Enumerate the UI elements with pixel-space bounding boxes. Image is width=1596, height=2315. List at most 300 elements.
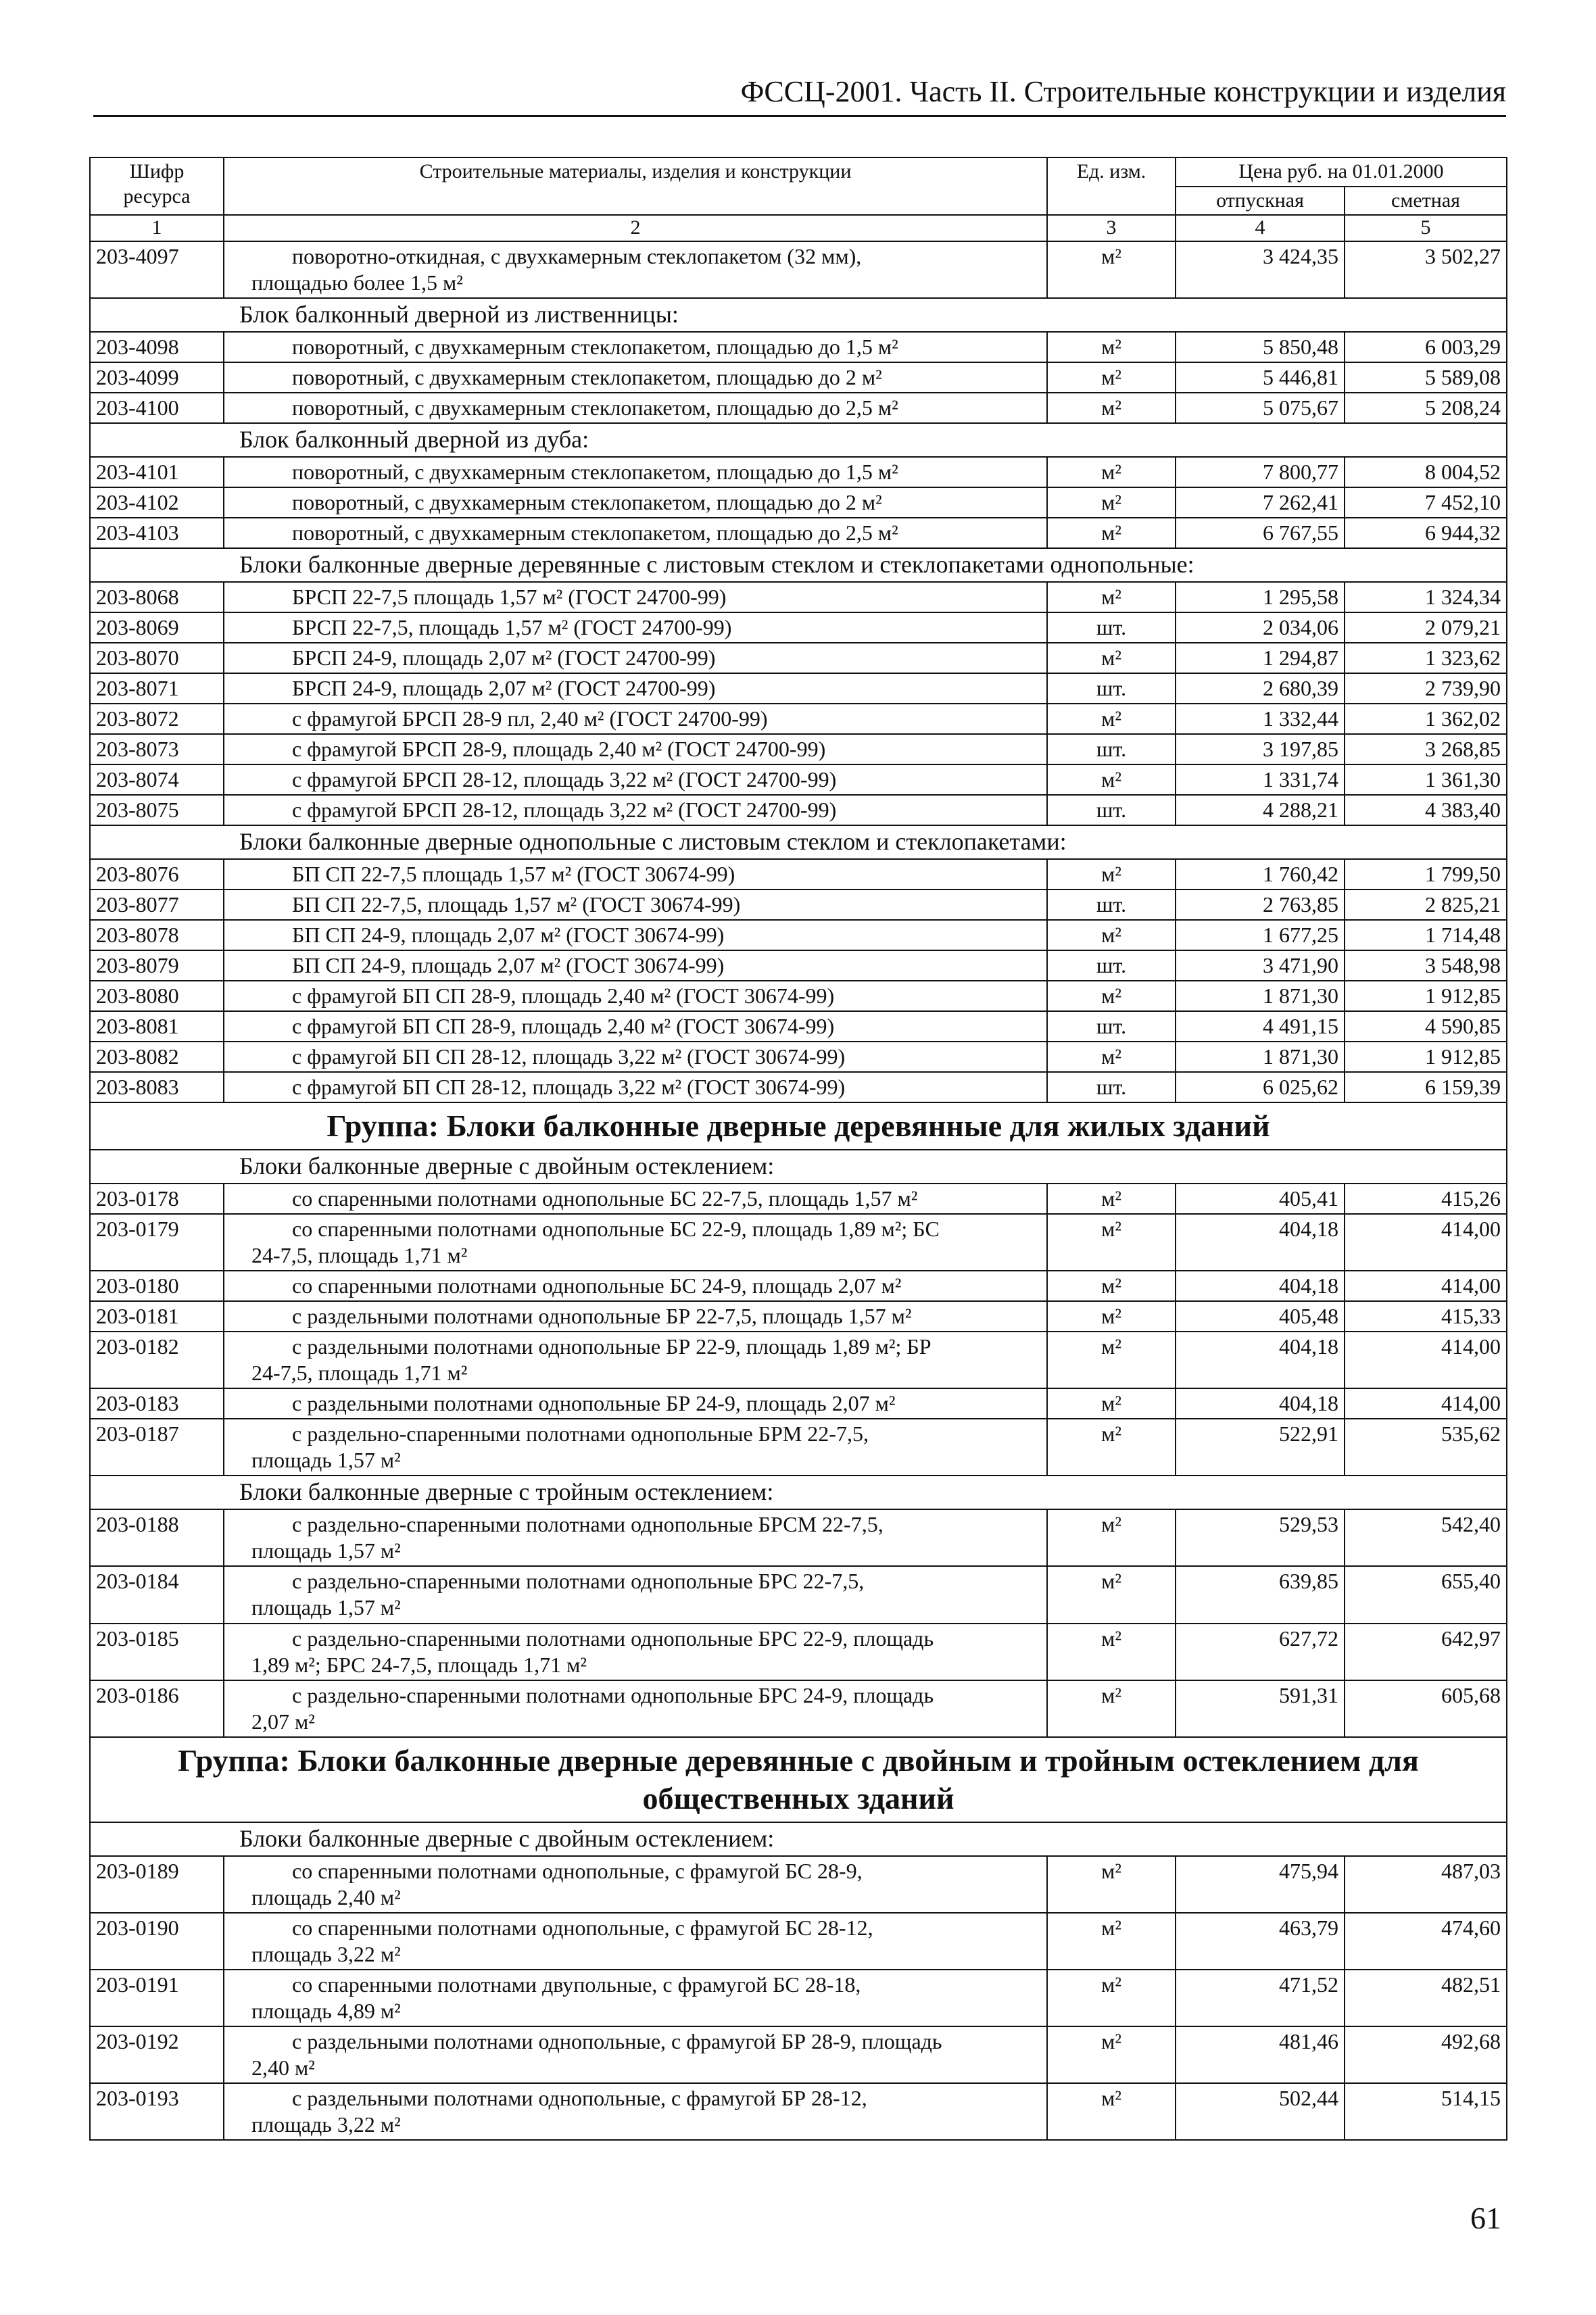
release-price: 404,18 [1176, 1271, 1345, 1301]
description-line: БРСП 24-9, площадь 2,07 м² (ГОСТ 24700-99) [292, 645, 716, 670]
resource-code: 203-0188 [90, 1509, 224, 1566]
table-body [90, 241, 1507, 2140]
release-price: 1 871,30 [1176, 1042, 1345, 1072]
release-price: 502,44 [1176, 2083, 1345, 2140]
item-description [224, 2083, 1047, 2140]
release-price: 5 075,67 [1176, 393, 1345, 423]
release-price: 3 471,90 [1176, 950, 1345, 981]
estimate-price: 1 714,48 [1345, 920, 1507, 950]
section-row [90, 298, 1507, 332]
estimate-price: 482,51 [1345, 1970, 1507, 2026]
table-row [90, 241, 1507, 298]
estimate-price: 1 361,30 [1345, 764, 1507, 795]
item-description [224, 1566, 1047, 1623]
description-line: с раздельными полотнами однопольные БР 24-9, площадь 2,07 м² [292, 1391, 896, 1416]
section-row [90, 423, 1507, 457]
section-row [90, 1822, 1507, 1856]
description-line: поворотный, с двухкамерным стеклопакетом, площадью до 2 м² [292, 489, 882, 514]
table-row [90, 1011, 1507, 1042]
unit-of-measure: м² [1047, 1624, 1176, 1680]
section-heading: Блоки балконные дверные с двойным остеклением: [90, 1822, 1507, 1856]
description-line: с раздельными полотнами однопольные, с фрамугой БР 28-9, площадь [292, 2028, 942, 2053]
description-line: с фрамугой БП СП 28-12, площадь 3,22 м² (ГОСТ 30674-99) [292, 1075, 846, 1100]
estimate-price: 514,15 [1345, 2083, 1507, 2140]
estimate-price: 415,33 [1345, 1301, 1507, 1332]
resource-code: 203-4097 [90, 241, 224, 298]
table-row [90, 332, 1507, 362]
unit-of-measure: м² [1047, 1042, 1176, 1072]
estimate-price: 1 912,85 [1345, 981, 1507, 1011]
section-heading: Блок балконный дверной из лиственницы: [90, 298, 1507, 332]
unit-of-measure: м² [1047, 1271, 1176, 1301]
unit-of-measure: м² [1047, 1332, 1176, 1388]
description-line: с раздельными полотнами однопольные БР 22-7,5, площадь 1,57 м² [292, 1304, 912, 1329]
resource-code: 203-4099 [90, 362, 224, 393]
unit-of-measure: м² [1047, 362, 1176, 393]
unit-of-measure: м² [1047, 981, 1176, 1011]
description-line: с раздельно-спаренными полотнами однопольные БРМ 22-7,5, [292, 1421, 869, 1446]
table-row [90, 643, 1507, 673]
table-row [90, 704, 1507, 734]
estimate-price: 8 004,52 [1345, 457, 1507, 487]
release-price: 1 294,87 [1176, 643, 1345, 673]
unit-of-measure: м² [1047, 920, 1176, 950]
unit-of-measure: м² [1047, 643, 1176, 673]
item-description [224, 1042, 1047, 1072]
resource-code: 203-0180 [90, 1271, 224, 1301]
estimate-price: 3 268,85 [1345, 734, 1507, 764]
item-description [224, 582, 1047, 612]
description-line: поворотный, с двухкамерным стеклопакетом, площадью до 2,5 м² [292, 520, 898, 545]
unit-of-measure: шт. [1047, 950, 1176, 981]
description-line: с раздельно-спаренными полотнами однопольные БРС 24-9, площадь [292, 1682, 934, 1707]
estimate-price: 415,26 [1345, 1184, 1507, 1214]
description-line: поворотный, с двухкамерным стеклопакетом, площадью до 1,5 м² [292, 334, 898, 359]
item-description [224, 981, 1047, 1011]
description-continuation: 1,89 м²; БРС 24-7,5, площадь 1,71 м² [251, 1652, 587, 1677]
table-row [90, 1184, 1507, 1214]
release-price: 1 677,25 [1176, 920, 1345, 950]
description-line: БРСП 24-9, площадь 2,07 м² (ГОСТ 24700-99) [292, 675, 716, 700]
release-price: 627,72 [1176, 1624, 1345, 1680]
estimate-price: 5 208,24 [1345, 393, 1507, 423]
unit-of-measure: м² [1047, 859, 1176, 890]
description-continuation: площадь 1,57 м² [251, 1538, 401, 1563]
table-row [90, 1419, 1507, 1476]
unit-of-measure: м² [1047, 393, 1176, 423]
table-row [90, 1332, 1507, 1388]
description-line: с фрамугой БРСП 28-9, площадь 2,40 м² (ГОСТ 24700-99) [292, 736, 826, 761]
estimate-price: 6 003,29 [1345, 332, 1507, 362]
item-description [224, 362, 1047, 393]
table-row [90, 764, 1507, 795]
estimate-price: 1 912,85 [1345, 1042, 1507, 1072]
unit-of-measure: шт. [1047, 1011, 1176, 1042]
item-description [224, 1301, 1047, 1332]
unit-of-measure: м² [1047, 332, 1176, 362]
resource-code: 203-4103 [90, 518, 224, 548]
resource-code: 203-0193 [90, 2083, 224, 2140]
release-price: 4 491,15 [1176, 1011, 1345, 1042]
section-heading: Блок балконный дверной из дуба: [90, 423, 1507, 457]
resource-code: 203-0178 [90, 1184, 224, 1214]
unit-of-measure: м² [1047, 1970, 1176, 2026]
item-description [224, 734, 1047, 764]
header-materials: Строительные материалы, изделия и конструкции [224, 157, 1047, 215]
resource-code: 203-0186 [90, 1680, 224, 1737]
description-continuation: площадь 1,57 м² [251, 1448, 401, 1473]
description-continuation: 24-7,5, площадь 1,71 м² [251, 1361, 468, 1386]
resource-code: 203-8081 [90, 1011, 224, 1042]
section-row [90, 825, 1507, 859]
description-continuation: площадь 2,40 м² [251, 1884, 401, 1909]
resource-code: 203-0182 [90, 1332, 224, 1388]
unit-of-measure: м² [1047, 1856, 1176, 1913]
table-row [90, 362, 1507, 393]
item-description [224, 795, 1047, 825]
item-description [224, 332, 1047, 362]
release-price: 3 424,35 [1176, 241, 1345, 298]
table-row [90, 2026, 1507, 2083]
estimate-price: 3 548,98 [1345, 950, 1507, 981]
estimate-price: 1 362,02 [1345, 704, 1507, 734]
column-number: 3 [1047, 215, 1176, 241]
resource-code: 203-0184 [90, 1566, 224, 1623]
estimate-price: 414,00 [1345, 1214, 1507, 1271]
description-line: со спаренными полотнами однопольные БС 22-9, площадь 1,89 м²; БС [292, 1217, 940, 1242]
resource-code: 203-8079 [90, 950, 224, 981]
section-row [90, 1150, 1507, 1184]
unit-of-measure: шт. [1047, 612, 1176, 643]
section-heading: Блоки балконные дверные деревянные с листовым стеклом и стеклопакетами однопольные: [90, 548, 1507, 582]
release-price: 3 197,85 [1176, 734, 1345, 764]
resource-code: 203-8078 [90, 920, 224, 950]
estimate-price: 414,00 [1345, 1388, 1507, 1419]
table-row [90, 582, 1507, 612]
description-line: поворотный, с двухкамерным стеклопакетом, площадью до 1,5 м² [292, 459, 898, 484]
item-description [224, 518, 1047, 548]
table-row [90, 795, 1507, 825]
description-continuation: площадь 4,89 м² [251, 1998, 401, 2023]
description-continuation: 2,07 м² [251, 1709, 315, 1734]
release-price: 1 871,30 [1176, 981, 1345, 1011]
estimate-price: 6 159,39 [1345, 1072, 1507, 1102]
header-rule [93, 115, 1506, 117]
table-row [90, 981, 1507, 1011]
unit-of-measure: м² [1047, 704, 1176, 734]
table-row [90, 1072, 1507, 1102]
unit-of-measure: шт. [1047, 1072, 1176, 1102]
description-line: БП СП 24-9, площадь 2,07 м² (ГОСТ 30674-99) [292, 953, 725, 977]
section-heading: Блоки балконные дверные однопольные с листовым стеклом и стеклопакетами: [90, 825, 1507, 859]
resource-code: 203-8068 [90, 582, 224, 612]
release-price: 463,79 [1176, 1913, 1345, 1970]
table-row [90, 1856, 1507, 1913]
resource-code: 203-4101 [90, 457, 224, 487]
resource-code: 203-8069 [90, 612, 224, 643]
item-description [224, 457, 1047, 487]
estimate-price: 4 590,85 [1345, 1011, 1507, 1042]
table-row [90, 1042, 1507, 1072]
release-price: 639,85 [1176, 1566, 1345, 1623]
description-line: с фрамугой БРСП 28-12, площадь 3,22 м² (ГОСТ 24700-99) [292, 797, 837, 822]
table-row [90, 950, 1507, 981]
table-row [90, 1388, 1507, 1419]
resource-code: 203-0189 [90, 1856, 224, 1913]
description-line: с раздельными полотнами однопольные, с фрамугой БР 28-12, [292, 2086, 867, 2111]
table-row [90, 612, 1507, 643]
resource-code: 203-8083 [90, 1072, 224, 1102]
header-price: Цена руб. на 01.01.2000 [1176, 157, 1507, 187]
item-description [224, 1072, 1047, 1102]
release-price: 1 332,44 [1176, 704, 1345, 734]
release-price: 471,52 [1176, 1970, 1345, 2026]
release-price: 2 680,39 [1176, 673, 1345, 704]
page-header-title: ФССЦ-2001. Часть II. Строительные конструкции и изделия [740, 75, 1506, 108]
release-price: 6 767,55 [1176, 518, 1345, 548]
estimate-price: 3 502,27 [1345, 241, 1507, 298]
release-price: 529,53 [1176, 1509, 1345, 1566]
resource-code: 203-0191 [90, 1970, 224, 2026]
description-line: со спаренными полотнами однопольные, с фрамугой БС 28-12, [292, 1915, 873, 1940]
release-price: 7 262,41 [1176, 487, 1345, 518]
section-heading: Блоки балконные дверные с тройным остеклением: [90, 1476, 1507, 1509]
unit-of-measure: м² [1047, 1301, 1176, 1332]
description-line: БП СП 24-9, площадь 2,07 м² (ГОСТ 30674-99) [292, 922, 725, 947]
table-row [90, 1970, 1507, 2026]
item-description [224, 673, 1047, 704]
unit-of-measure: м² [1047, 241, 1176, 298]
description-line: с фрамугой БРСП 28-12, площадь 3,22 м² (ГОСТ 24700-99) [292, 766, 837, 791]
column-number: 2 [224, 215, 1047, 241]
header-code: Шифр ресурса [90, 157, 224, 215]
resource-code: 203-8071 [90, 673, 224, 704]
resource-code: 203-8076 [90, 859, 224, 890]
resource-code: 203-4098 [90, 332, 224, 362]
description-line: БРСП 22-7,5, площадь 1,57 м² (ГОСТ 24700-99) [292, 614, 732, 639]
release-price: 591,31 [1176, 1680, 1345, 1737]
unit-of-measure: м² [1047, 487, 1176, 518]
header-estimate-price: сметная [1345, 187, 1507, 216]
release-price: 475,94 [1176, 1856, 1345, 1913]
description-line: БП СП 22-7,5 площадь 1,57 м² (ГОСТ 30674-99) [292, 861, 735, 886]
resource-code: 203-0183 [90, 1388, 224, 1419]
estimate-price: 2 079,21 [1345, 612, 1507, 643]
item-description [224, 1214, 1047, 1271]
resource-code: 203-4100 [90, 393, 224, 423]
table-row [90, 673, 1507, 704]
column-number: 1 [90, 215, 224, 241]
table-row [90, 1680, 1507, 1737]
unit-of-measure: м² [1047, 1214, 1176, 1271]
item-description [224, 764, 1047, 795]
table-row [90, 457, 1507, 487]
description-line: БРСП 22-7,5 площадь 1,57 м² (ГОСТ 24700-99) [292, 584, 727, 609]
release-price: 4 288,21 [1176, 795, 1345, 825]
item-description [224, 950, 1047, 981]
estimate-price: 4 383,40 [1345, 795, 1507, 825]
description-line: со спаренными полотнами однопольные БС 22-7,5, площадь 1,57 м² [292, 1186, 918, 1211]
estimate-price: 1 323,62 [1345, 643, 1507, 673]
unit-of-measure: м² [1047, 582, 1176, 612]
unit-of-measure: м² [1047, 2026, 1176, 2083]
item-description [224, 1913, 1047, 1970]
resource-code: 203-0181 [90, 1301, 224, 1332]
item-description [224, 643, 1047, 673]
item-description [224, 1388, 1047, 1419]
table-row [90, 1301, 1507, 1332]
unit-of-measure: шт. [1047, 673, 1176, 704]
unit-of-measure: шт. [1047, 890, 1176, 920]
table-row [90, 920, 1507, 950]
description-continuation: 24-7,5, площадь 1,71 м² [251, 1243, 468, 1268]
resource-code: 203-0179 [90, 1214, 224, 1271]
column-number: 4 [1176, 215, 1345, 241]
unit-of-measure: м² [1047, 518, 1176, 548]
resource-code: 203-8074 [90, 764, 224, 795]
item-description [224, 2026, 1047, 2083]
resource-code: 203-8080 [90, 981, 224, 1011]
unit-of-measure: м² [1047, 764, 1176, 795]
item-description [224, 859, 1047, 890]
resource-code: 203-8070 [90, 643, 224, 673]
item-description [224, 1419, 1047, 1476]
description-line: с фрамугой БП СП 28-9, площадь 2,40 м² (ГОСТ 30674-99) [292, 983, 835, 1008]
estimate-price: 535,62 [1345, 1419, 1507, 1476]
estimate-price: 492,68 [1345, 2026, 1507, 2083]
resource-code: 203-0185 [90, 1624, 224, 1680]
item-description [224, 241, 1047, 298]
unit-of-measure: м² [1047, 1388, 1176, 1419]
table-row [90, 518, 1507, 548]
group-heading: Группа: Блоки балконные дверные деревянные для жилых зданий [90, 1102, 1507, 1150]
description-line: с фрамугой БРСП 28-9 пл, 2,40 м² (ГОСТ 24700-99) [292, 706, 768, 731]
estimate-price: 2 739,90 [1345, 673, 1507, 704]
estimate-price: 487,03 [1345, 1856, 1507, 1913]
resource-code: 203-8077 [90, 890, 224, 920]
unit-of-measure: шт. [1047, 795, 1176, 825]
table-row [90, 1271, 1507, 1301]
release-price: 5 850,48 [1176, 332, 1345, 362]
release-price: 6 025,62 [1176, 1072, 1345, 1102]
description-continuation: площадь 1,57 м² [251, 1595, 401, 1620]
group-row [90, 1102, 1507, 1150]
release-price: 481,46 [1176, 2026, 1345, 2083]
group-heading: Группа: Блоки балконные дверные деревянные с двойным и тройным остеклением для общественных зданий [90, 1737, 1507, 1822]
description-continuation: 2,40 м² [251, 2055, 315, 2080]
description-line: с раздельными полотнами однопольные БР 22-9, площадь 1,89 м²; БР [292, 1334, 932, 1359]
estimate-price: 642,97 [1345, 1624, 1507, 1680]
description-line: с фрамугой БП СП 28-12, площадь 3,22 м² (ГОСТ 30674-99) [292, 1044, 846, 1069]
release-price: 405,41 [1176, 1184, 1345, 1214]
table-row [90, 1913, 1507, 1970]
table-row [90, 2083, 1507, 2140]
header-unit: Ед. изм. [1047, 157, 1176, 215]
description-line: БП СП 22-7,5, площадь 1,57 м² (ГОСТ 30674-99) [292, 892, 741, 917]
item-description [224, 1624, 1047, 1680]
release-price: 522,91 [1176, 1419, 1345, 1476]
description-line: с раздельно-спаренными полотнами однопольные БРСМ 22-7,5, [292, 1512, 884, 1537]
resource-code: 203-4102 [90, 487, 224, 518]
description-line: со спаренными полотнами двупольные, с фрамугой БС 28-18, [292, 1972, 861, 1997]
description-continuation: площадь 3,22 м² [251, 1941, 401, 1966]
estimate-price: 2 825,21 [1345, 890, 1507, 920]
release-price: 404,18 [1176, 1332, 1345, 1388]
release-price: 1 295,58 [1176, 582, 1345, 612]
table-row [90, 859, 1507, 890]
group-row [90, 1737, 1507, 1822]
description-line: поворотно-откидная, с двухкамерным стеклопакетом (32 мм), [292, 243, 862, 268]
description-line: со спаренными полотнами однопольные, с фрамугой БС 28-9, [292, 1858, 863, 1883]
release-price: 404,18 [1176, 1214, 1345, 1271]
item-description [224, 920, 1047, 950]
description-line: с раздельно-спаренными полотнами однопольные БРС 22-7,5, [292, 1569, 865, 1594]
description-line: поворотный, с двухкамерным стеклопакетом, площадью до 2,5 м² [292, 395, 898, 420]
release-price: 7 800,77 [1176, 457, 1345, 487]
item-description [224, 890, 1047, 920]
unit-of-measure: м² [1047, 1680, 1176, 1737]
estimate-price: 414,00 [1345, 1332, 1507, 1388]
resource-code: 203-0192 [90, 2026, 224, 2083]
description-line: с раздельно-спаренными полотнами однопольные БРС 22-9, площадь [292, 1626, 934, 1651]
estimate-price: 7 452,10 [1345, 487, 1507, 518]
table-row [90, 393, 1507, 423]
item-description [224, 1332, 1047, 1388]
release-price: 404,18 [1176, 1388, 1345, 1419]
item-description [224, 1970, 1047, 2026]
table-row [90, 1214, 1507, 1271]
description-continuation: площадью более 1,5 м² [251, 270, 463, 295]
item-description [224, 704, 1047, 734]
estimate-price: 6 944,32 [1345, 518, 1507, 548]
estimate-price: 655,40 [1345, 1566, 1507, 1623]
unit-of-measure: м² [1047, 1566, 1176, 1623]
release-price: 1 331,74 [1176, 764, 1345, 795]
unit-of-measure: м² [1047, 1509, 1176, 1566]
table-row [90, 890, 1507, 920]
description-line: с фрамугой БП СП 28-9, площадь 2,40 м² (ГОСТ 30674-99) [292, 1014, 835, 1039]
resource-code: 203-8072 [90, 704, 224, 734]
unit-of-measure: м² [1047, 1913, 1176, 1970]
resource-code: 203-0190 [90, 1913, 224, 1970]
table-row [90, 1509, 1507, 1566]
release-price: 2 034,06 [1176, 612, 1345, 643]
resource-code: 203-0187 [90, 1419, 224, 1476]
resource-code: 203-8075 [90, 795, 224, 825]
item-description [224, 1509, 1047, 1566]
estimate-price: 5 589,08 [1345, 362, 1507, 393]
section-heading: Блоки балконные дверные с двойным остеклением: [90, 1150, 1507, 1184]
description-continuation: площадь 3,22 м² [251, 2112, 401, 2137]
header-release-price: отпускная [1176, 187, 1345, 216]
release-price: 405,48 [1176, 1301, 1345, 1332]
estimate-price: 1 799,50 [1345, 859, 1507, 890]
description-line: поворотный, с двухкамерным стеклопакетом, площадью до 2 м² [292, 364, 882, 389]
estimate-price: 414,00 [1345, 1271, 1507, 1301]
table-header [90, 157, 1507, 241]
item-description [224, 612, 1047, 643]
item-description [224, 1680, 1047, 1737]
release-price: 2 763,85 [1176, 890, 1345, 920]
unit-of-measure: м² [1047, 1184, 1176, 1214]
resource-code: 203-8073 [90, 734, 224, 764]
price-table [89, 157, 1507, 2141]
estimate-price: 605,68 [1345, 1680, 1507, 1737]
estimate-price: 1 324,34 [1345, 582, 1507, 612]
item-description [224, 1011, 1047, 1042]
section-row [90, 1476, 1507, 1509]
unit-of-measure: шт. [1047, 734, 1176, 764]
